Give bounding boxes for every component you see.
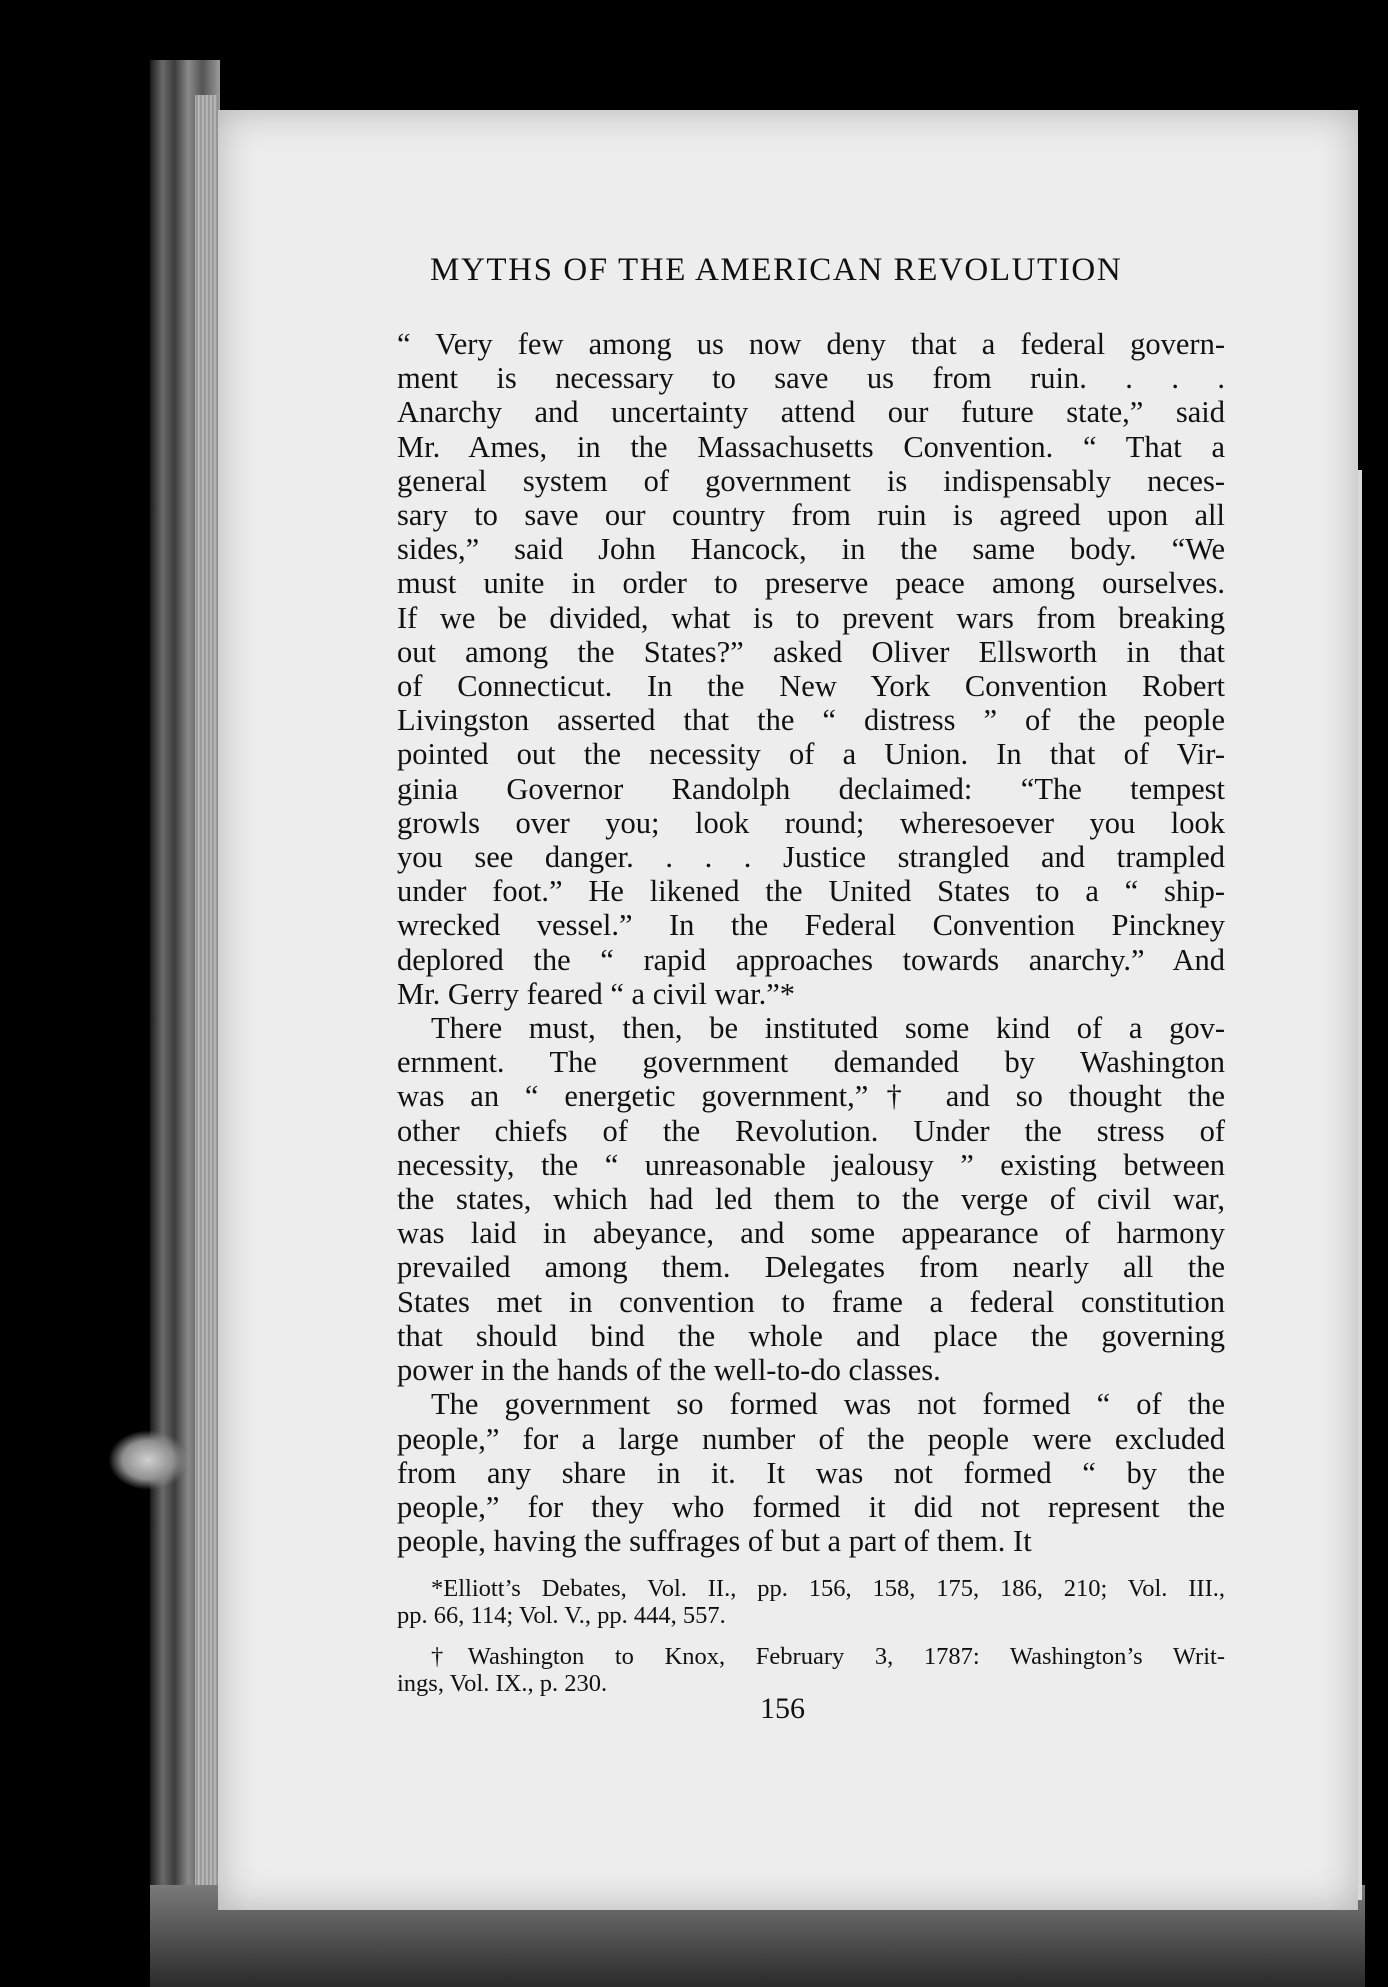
text-line: ment is necessary to save us from ruin. . . . <box>397 361 1225 396</box>
text-line: other chiefs of the Revolution. Under the stress of <box>397 1113 1225 1148</box>
text-line: deplored the “ rapid approaches towards anarchy.” And <box>397 942 1225 977</box>
page-number: 156 <box>760 1692 805 1725</box>
paragraph-2 <box>397 1011 1225 1387</box>
text-line: Mr. Gerry feared “ a civil war.”* <box>397 976 796 1011</box>
text-line: from any share in it. It was not formed “ by the <box>397 1455 1225 1490</box>
text-line: If we be divided, what is to prevent wars from breaking <box>397 600 1225 635</box>
paper-blemish <box>108 1430 188 1490</box>
text-line: sary to save our country from ruin is agreed upon all <box>397 498 1225 533</box>
text-line: Livingston asserted that the “ distress ” of the people <box>397 703 1225 738</box>
text-line: Mr. Ames, in the Massachusetts Convention. “ That a <box>397 429 1225 464</box>
text-line: people,” for a large number of the people were excluded <box>397 1421 1225 1456</box>
running-head: MYTHS OF THE AMERICAN REVOLUTION <box>430 252 1123 288</box>
page-block-edge <box>195 95 217 1987</box>
text-line: out among the States?” asked Oliver Ellsworth in that <box>397 634 1225 669</box>
text-line: “ Very few among us now deny that a federal govern- <box>397 327 1225 361</box>
text-line: The government so formed was not formed “ of the <box>431 1387 1225 1422</box>
text-line: ings, Vol. IX., p. 230. <box>397 1670 608 1697</box>
text-line: must unite in order to preserve peace among ourselves. <box>397 566 1225 601</box>
text-line: you see danger. . . . Justice strangled and trampled <box>397 840 1225 875</box>
text-line: States met in convention to frame a federal constitution <box>397 1284 1225 1319</box>
footnote-2 <box>397 1643 1225 1697</box>
text-line: growls over you; look round; wheresoever you look <box>397 805 1225 840</box>
text-line: wrecked vessel.” In the Federal Convention Pinckney <box>397 908 1225 943</box>
paragraph-1 <box>397 327 1225 1011</box>
text-line: was an “ energetic government,”† and so thought the <box>397 1079 1225 1114</box>
text-line: general system of government is indispensably neces- <box>397 463 1225 498</box>
text-line: Anarchy and uncertainty attend our future state,” said <box>397 395 1225 430</box>
text-line: ginia Governor Randolph declaimed: “The tempest <box>397 771 1225 806</box>
text-line: *Elliott’s Debates, Vol. II., pp. 156, 158, 175, 186, 210; Vol. III., <box>431 1575 1225 1602</box>
text-line: was laid in abeyance, and some appearance of harmony <box>397 1216 1225 1251</box>
text-line: †Washington to Knox, February 3, 1787: Washington’s Writ- <box>431 1643 1225 1670</box>
text-line: pp. 66, 114; Vol. V., pp. 444, 557. <box>397 1602 726 1629</box>
paragraph-3 <box>397 1387 1225 1558</box>
text-line: that should bind the whole and place the governing <box>397 1318 1225 1353</box>
footnotes <box>397 1575 1225 1697</box>
text-line: people,” for they who formed it did not represent the <box>397 1489 1225 1524</box>
body-text <box>397 327 1225 1558</box>
text-line: power in the hands of the well-to-do classes. <box>397 1353 941 1388</box>
text-line: of Connecticut. In the New York Convention Robert <box>397 669 1225 704</box>
text-line: There must, then, be instituted some kind of a gov- <box>431 1011 1225 1046</box>
text-line: prevailed among them. Delegates from nearly all the <box>397 1250 1225 1285</box>
footnote-1 <box>397 1575 1225 1629</box>
text-line: ernment. The government demanded by Washington <box>397 1045 1225 1080</box>
text-line: under foot.” He likened the United States to a “ ship- <box>397 874 1225 909</box>
text-line: pointed out the necessity of a Union. In that of Vir- <box>397 737 1225 772</box>
text-line: necessity, the “ unreasonable jealousy ” existing between <box>397 1147 1225 1182</box>
text-line: people, having the suffrages of but a part of them. It <box>397 1524 1032 1559</box>
text-line: sides,” said John Hancock, in the same body. “We <box>397 532 1225 567</box>
text-line: the states, which had led them to the verge of civil war, <box>397 1182 1225 1217</box>
right-page-edge <box>1358 470 1362 1900</box>
